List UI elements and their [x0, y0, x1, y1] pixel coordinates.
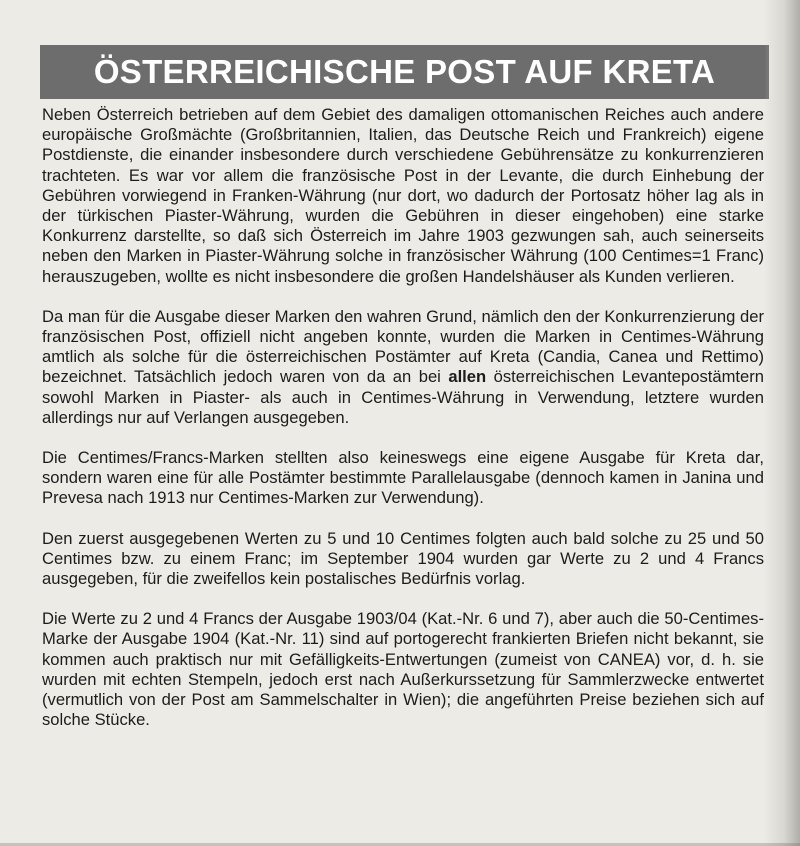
page-edge-shadow [764, 0, 800, 846]
paragraph-5: Die Werte zu 2 und 4 Francs der Ausgabe 1903/04 (Kat.-Nr. 6 und 7), aber auch die 50-Centimes-Marke der Ausgabe 1904 (Kat.-Nr. 11) sind auf portogerecht frankierten Briefen nicht bekannt, sie kommen auch praktisch nur mit Gefälligkeits-Entwertungen (zumeist von CANEA) vor, d. h. sie wurden mit echten Stempeln, jedoch erst nach Außerkurssetzung für Sammlerzwecke entwertet (vermutlich von der Post am Sammelschalter in Wien); die angeführten Preise beziehen sich auf solche Stücke. [42, 609, 764, 730]
title-banner [40, 45, 769, 99]
paragraph-2 [42, 307, 764, 428]
page-title: ÖSTERREICHISCHE POST AUF KRETA [93, 53, 716, 90]
paragraph-1: Neben Österreich betrieben auf dem Gebiet des damaligen ottomanischen Reiches auch andere europäische Großmächte (Großbritannien, Italien, das Deutsche Reich und Frankreich) eigene Postdienste, die einander insbesondere durch verschiedene Gebührensätze zu konkurrenzieren trachteten. Es war vor allem die französische Post in der Levante, die durch Einhebung der Gebühren vorwiegend in Franken-Währung (nur dort, wo dadurch der Portosatz höher lag als in der türkischen Piaster-Währung, wurden die Gebühren in dieser eingehoben) eine starke Konkurrenz darstellte, so daß sich Österreich im Jahre 1903 gezwungen sah, auch seinerseits neben den Marken in Piaster-Währung solche in französischer Währung (100 Centimes=1 Franc) herauszugeben, wollte es nicht insbesondere die großen Handelshäuser als Kunden verlieren. [42, 105, 764, 286]
paragraph-2-part-2: österreichischen Levantepostämtern sowohl Marken in Piaster- als auch in Centimes-Währung in Verwendung, letztere wurden allerdings nur auf Verlangen ausgegeben. [42, 367, 764, 427]
article-body [42, 105, 764, 750]
paragraph-4: Den zuerst ausgegebenen Werten zu 5 und 10 Centimes folgten auch bald solche zu 25 und 50 Centimes bzw. zu einem Franc; im September 1904 wurden gar Werte zu 2 und 4 Francs ausgegeben, für die zweifellos kein postalisches Bedürfnis vorlag. [42, 528, 764, 589]
paragraph-3: Die Centimes/Francs-Marken stellten also keineswegs eine eigene Ausgabe für Kreta dar, sondern waren eine für alle Postämter bestimmte Parallelausgabe (dennoch kamen in Janina und Prevesa nach 1913 nur Centimes-Marken zur Verwendung). [42, 448, 764, 508]
emphasis-allen: allen [448, 367, 487, 387]
paragraph-2-part-1: Da man für die Ausgabe dieser Marken den wahren Grund, nämlich den der Konkurrenzierung der französischen Post, offiziell nicht angeben konnte, wurden die Marken in Centimes-Währung amtlich als solche für die österreichischen Postämter auf Kreta (Candia, Canea und Rettimo) bezeichnet. Tatsächlich jedoch waren von da an bei [42, 306, 764, 387]
